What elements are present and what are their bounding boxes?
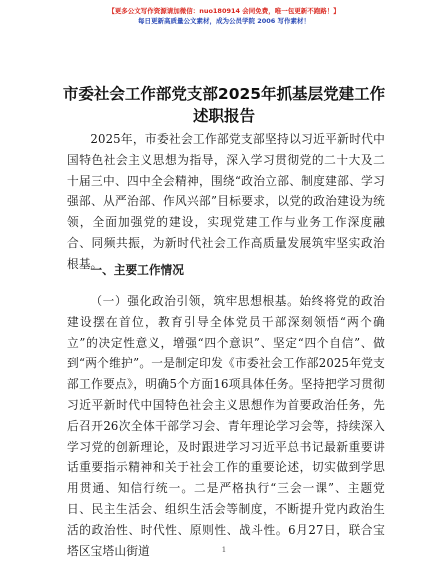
work-detail-paragraph: （一）强化政治引领，筑牢思想根基。始终将党的政治建设摆在首位，教育引导全体党员干部深刻领悟“两个确立”的决定性意义，增强“四个意识”、坚定“四个自信”、做到“两个维护”。一是制定印发《市委社会工作部2025年党支部工作要点》，明确5个方面16项具体任务。坚持把学习贯彻习近平新时代中国特色社会主义思想作为首要政治任务，先后召开26次全体干部学习会、青年理论学习会等，持续深入学习党的创新理论，及时跟进学习习近平总书记最新重要讲话重要指示精神和关于社会工作的重要论述，切实做到学思用贯通、知信行统一。二是严格执行“三会一课”、主题党日、民主生活会、组织生活会等制度，不断提升党内政治生活的政治性、时代性、原则性、战斗性。6月27日，联合宝塔区宝塔山街道 [67,294,385,558]
promo-banner-line-2: 每日更新高质量公文素材，成为公员学院 2006 写作素材！ [137,17,311,25]
document-title-line-1: 市委社会工作部党支部2025年抓基层党建工作 [62,85,386,103]
intro-paragraph: 2025年，市委社会工作部党支部坚持以习近平新时代中国特色社会主义思想为指导，深入学习贯彻党的二十大及二十届三中、四中全会精神，围绕“政治立部、制度建部、学习强部、从严治部、作风兴部”目标要求，以党的政治建设为统领，全面加强党的建设，实现党建工作与业务工作深度融合、同频共振，为新时代社会工作高质量发展筑牢坚实政治根基。 [67,132,385,271]
promo-banner-line-1: 【更多公文写作资源请加微信：nuo180914 会同免费，唯一包更新不跑路！】 [108,7,340,15]
section-heading: 一、主要工作情况 [90,263,184,277]
document-title [0,83,448,127]
document-title-line-2: 述职报告 [192,107,255,125]
work-detail-paragraph-block [67,291,385,561]
page-number: 1 [221,546,227,554]
promo-banner [0,6,448,26]
intro-paragraph-block [67,129,385,275]
